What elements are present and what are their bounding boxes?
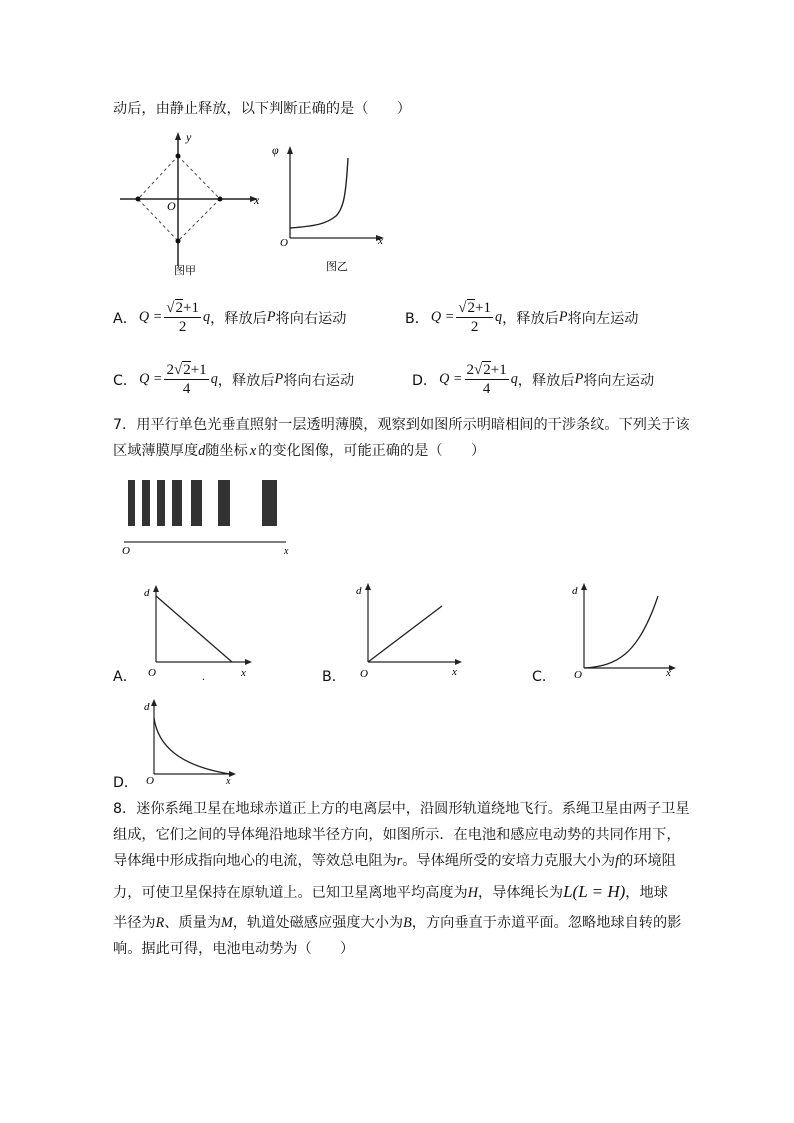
question-7-line-1: 7．用平行单色光垂直照射一层透明薄膜，观察到如图所示明暗相间的干涉条纹。下列关于该	[113, 417, 690, 433]
fig-yi-caption: 图乙	[326, 261, 348, 273]
option-7a-graph[interactable]	[140, 580, 255, 680]
svg-text:d: d	[572, 585, 578, 597]
graph-a-line	[156, 596, 232, 662]
fraction: $\frac{2√2+1}{4}$	[166, 362, 207, 397]
charge-top	[176, 154, 181, 159]
fraction: $\frac{√2+1}{2}$	[458, 300, 491, 335]
svg-text:O: O	[146, 775, 154, 786]
question-8-line-4: 力，可使卫星保持在原轨道上。已知卫星离地平均高度为H，导体绳长为L(L = H)，地球	[113, 882, 668, 901]
question-6-stem: 动后，由静止释放，以下判断正确的是（ ）	[113, 101, 411, 117]
svg-text:O: O	[360, 668, 368, 680]
svg-text:d: d	[144, 701, 150, 713]
question-8-line-5: 半径为R、质量为M，轨道处磁感应强度大小为B，方向垂直于赤道平面。忽略地球自转的影	[113, 915, 682, 931]
interference-fringe-figure	[118, 474, 298, 558]
fringe-origin: O	[122, 545, 130, 557]
svg-text:x: x	[226, 776, 231, 786]
svg-text:O: O	[574, 669, 582, 680]
fig-jia-origin: O	[167, 199, 176, 213]
svg-text:x: x	[666, 667, 671, 679]
option-7b-letter[interactable]: B．	[322, 669, 346, 685]
svg-text:.: .	[202, 669, 205, 680]
fig-yi-x-label: x	[378, 235, 383, 247]
question-7-line-2: 区域薄膜厚度d随坐标 x 的变化图像，可能正确的是（ ）	[113, 443, 486, 459]
fringe-x-label: x	[284, 546, 289, 557]
option-6d[interactable]: D． Q = $\frac{2√2+1}{4}$ q ，释放后 P 将向左运动	[412, 362, 655, 397]
question-8-line-1: 8．迷你系绳卫星在地球赤道正上方的电离层中，沿圆形轨道绕地飞行。系绳卫星由两子卫星	[113, 801, 690, 817]
option-6a[interactable]: A． Q = $\frac{√2+1}{2}$ q ，释放后 P 将向右运动	[113, 300, 347, 335]
fig-jia-caption: 图甲	[174, 265, 196, 276]
charge-bottom	[176, 239, 181, 244]
option-7b-graph[interactable]	[352, 578, 467, 680]
fraction: $\frac{√2+1}{2}$	[166, 300, 199, 335]
graph-b-line	[368, 606, 442, 662]
figure-yi	[266, 138, 396, 274]
graph-c-curve	[584, 596, 658, 668]
option-7c-letter[interactable]: C．	[532, 669, 557, 685]
svg-text:O: O	[148, 667, 156, 679]
charge-left	[136, 197, 141, 202]
option-7a-letter[interactable]: A．	[113, 669, 137, 685]
question-8-line-3: 导体绳中形成指向地心的电流，等效总电阻为r。导体绳所受的安培力克服大小为f的环境阻	[113, 853, 676, 869]
charge-right	[218, 197, 223, 202]
option-7c-graph[interactable]	[568, 578, 683, 680]
option-6b[interactable]: B． Q = $\frac{√2+1}{2}$ q ，释放后 P 将向左运动	[405, 300, 639, 335]
fraction: $\frac{2√2+1}{4}$	[466, 362, 507, 397]
option-7d-graph[interactable]	[140, 696, 245, 786]
svg-text:x: x	[241, 667, 246, 679]
figure-jia	[112, 128, 262, 276]
fig-yi-curve	[290, 158, 348, 228]
option-6c[interactable]: C． Q = $\frac{2√2+1}{4}$ q ，释放后 P 将向右运动	[113, 362, 355, 397]
question-8-line-6: 响。据此可得，电池电动势为（ ）	[113, 941, 355, 957]
question-8-line-2: 组成，它们之间的导体绳沿地球半径方向，如图所示．在电池和感应电动势的共同作用下，	[113, 827, 681, 843]
svg-text:d: d	[356, 585, 362, 597]
fig-yi-phi-label: φ	[272, 143, 279, 157]
fig-jia-x-label: x	[254, 193, 260, 207]
svg-text:d: d	[144, 587, 150, 599]
graph-d-curve	[154, 718, 230, 774]
option-7d-letter[interactable]: D．	[113, 775, 139, 791]
fig-jia-y-label: y	[186, 130, 192, 144]
svg-text:x: x	[452, 666, 457, 678]
fig-yi-origin: O	[280, 237, 288, 249]
